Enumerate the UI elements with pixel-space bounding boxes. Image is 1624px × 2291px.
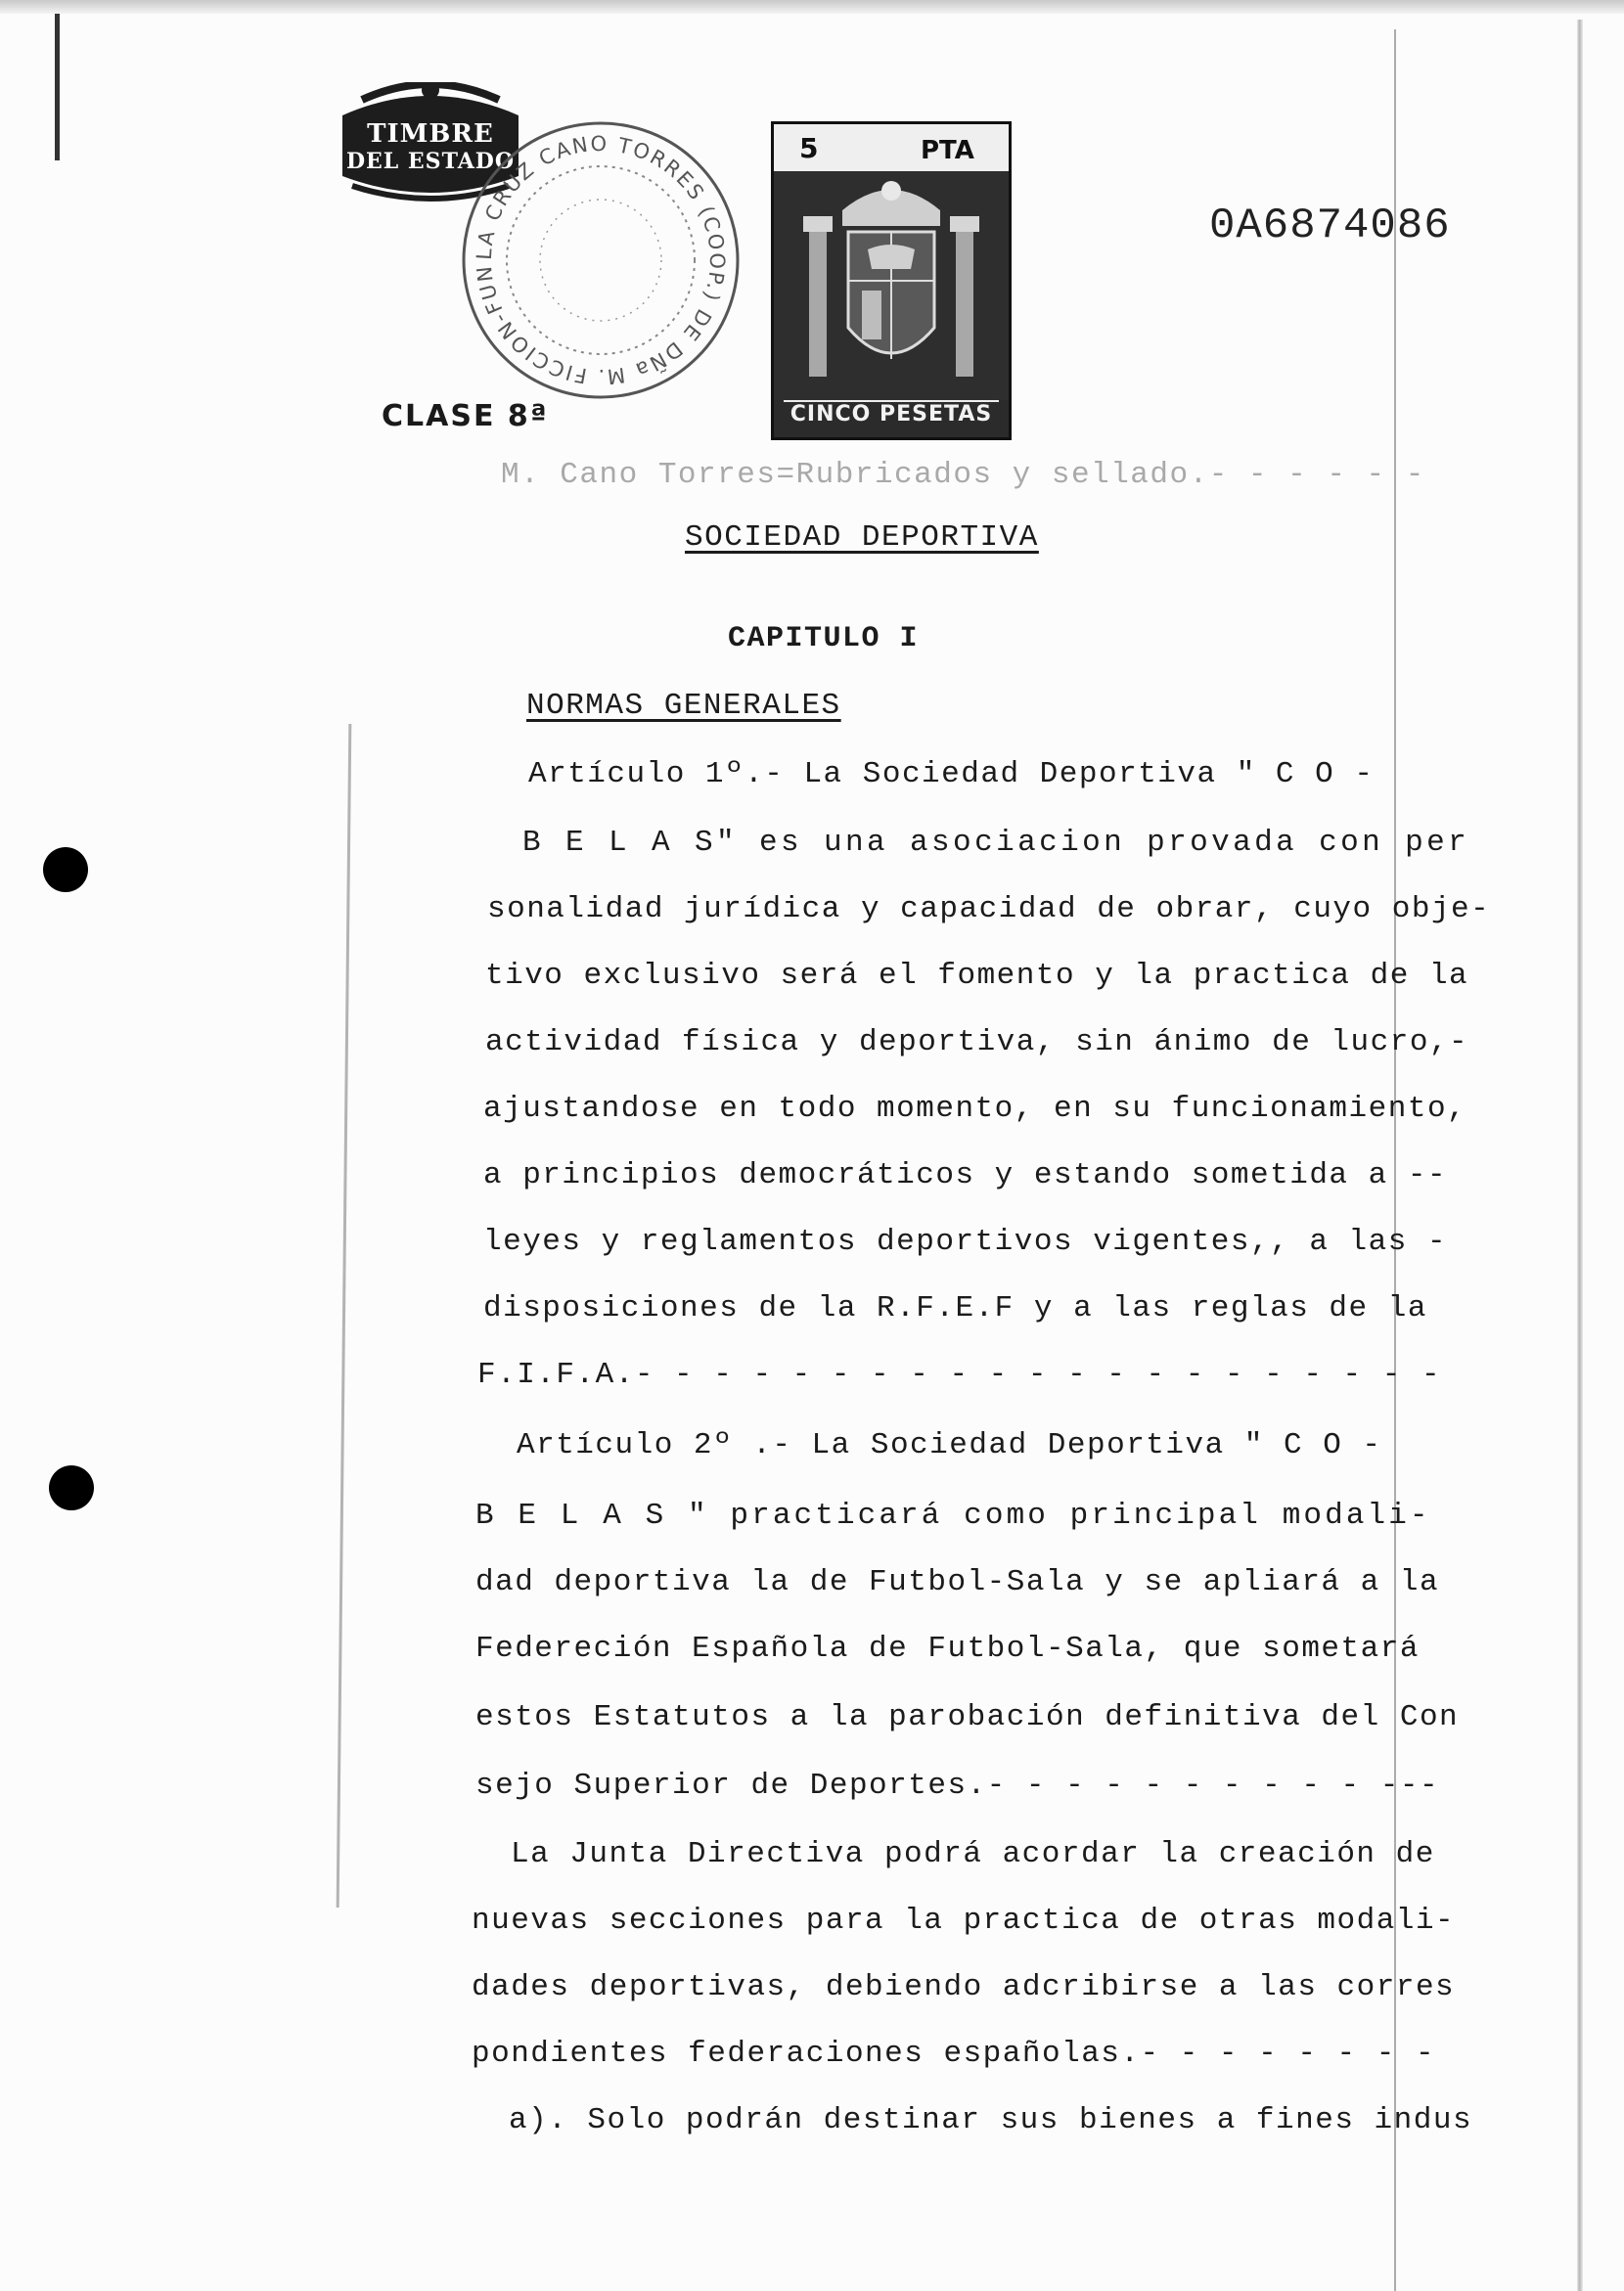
circular-seal: [456, 115, 745, 405]
chapter-heading: CAPITULO I: [728, 622, 920, 655]
seal-text: LA CRUZ CANO TORRES (COOP.) DE DÑa M. FICCION-FUN: [472, 131, 730, 389]
text-line: La Junta Directiva podrá acordar la creación de: [511, 1837, 1435, 1871]
fiscal-stamp-unit: PTA: [921, 136, 974, 165]
text-line: dades deportivas, debiendo adcribirse a las corres: [472, 1970, 1456, 2004]
text-line: sonalidad jurídica y capacidad de obrar, cuyo obje-: [487, 892, 1491, 926]
fiscal-stamp-value: 5: [799, 132, 819, 164]
text-line: leyes y reglamentos deportivos vigentes,, a las -: [483, 1225, 1448, 1259]
scan-top-edge: [0, 0, 1624, 14]
punch-hole-lower: [49, 1465, 94, 1510]
text-line: estos Estatutos a la parobación definitiva del Con: [475, 1700, 1460, 1734]
faded-header-line: M. Cano Torres=Rubricados y sellado.- - - - - -: [501, 458, 1425, 492]
timbre-line1: TIMBRE: [367, 119, 494, 149]
text-line: sejo Superior de Deportes.- - - - - - - - - - ---: [475, 1769, 1440, 1803]
punch-hole-upper: [43, 847, 88, 892]
coat-of-arms-icon: [774, 171, 1009, 400]
text-line: disposiciones de la R.F.E.F y a las reglas de la: [483, 1291, 1427, 1325]
fiscal-stamp-header: [774, 124, 1009, 171]
section-heading: NORMAS GENERALES: [526, 689, 841, 723]
seal-icon: [456, 115, 745, 405]
serial-number: 0A6874086: [1209, 202, 1451, 250]
fiscal-stamp: [771, 121, 1012, 440]
scan-right-edge: [1577, 20, 1583, 2291]
text-line: tivo exclusivo será el fomento y la practica de la: [485, 959, 1469, 993]
fiscal-stamp-caption: CINCO PESETAS: [784, 400, 999, 431]
document-title: SOCIEDAD DEPORTIVA: [685, 520, 1039, 555]
text-line: ajustandose en todo momento, en su funcionamiento,: [483, 1092, 1467, 1126]
text-line: dad deportiva la de Futbol-Sala y se apliará a la: [475, 1565, 1440, 1599]
text-line: B E L A S " practicará como principal modali-: [475, 1499, 1431, 1533]
text-line: Federeción Española de Futbol-Sala, que sometará: [475, 1632, 1420, 1666]
timbre-line2: DEL ESTADO: [345, 149, 516, 174]
text-line: actividad física y deportiva, sin ánimo de lucro,-: [485, 1025, 1469, 1059]
text-line: Artículo 2º .- La Sociedad Deportiva " C O -: [517, 1428, 1382, 1462]
text-line: B E L A S" es una asociacion provada con per: [522, 826, 1470, 860]
clase-label: CLASE 8ª: [382, 399, 549, 433]
text-line: F.I.F.A.- - - - - - - - - - - - - - - - - - - - -: [477, 1358, 1442, 1392]
text-line: a principios democráticos y estando sometida a --: [483, 1158, 1448, 1192]
scan-left-edge: [55, 14, 60, 160]
pencil-margin-line: [337, 724, 352, 1908]
text-line: a). Solo podrán destinar sus bienes a fines indus: [509, 2103, 1473, 2137]
text-line: nuevas secciones para la practica de otras modali-: [472, 1904, 1456, 1938]
text-line: Artículo 1º.- La Sociedad Deportiva " C O -: [528, 757, 1375, 791]
text-line: pondientes federaciones españolas.- - - - - - - -: [472, 2037, 1436, 2071]
